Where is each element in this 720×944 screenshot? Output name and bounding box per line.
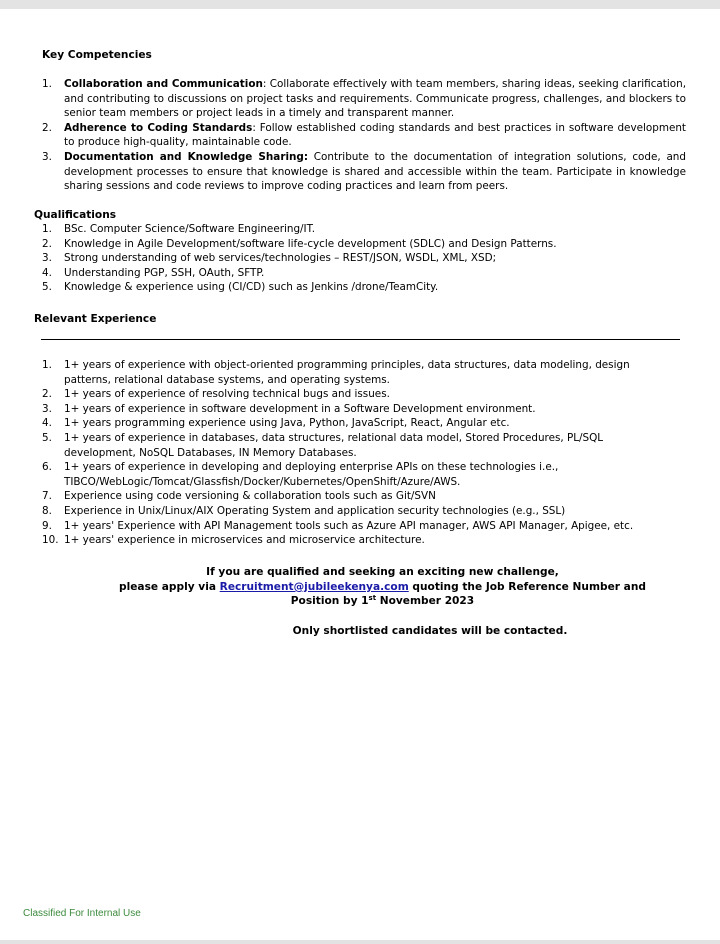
item-text: Understanding PGP, SSH, OAuth, SFTP. [64,266,265,279]
list-item [42,77,686,121]
item-text: 1+ years' Experience with API Management tools such as Azure API manager, AWS API Manager, Apigee, etc. [64,519,634,532]
separator: : [252,121,260,134]
item-text: BSc. Computer Science/Software Engineering/IT. [64,223,316,235]
list-item [42,222,686,237]
list-number: 5. [42,431,52,444]
list-number: 2. [42,237,52,250]
list-number: 1. [42,359,52,371]
ordinal-suffix: st [368,594,377,603]
item-text: Experience in Unix/Linux/AIX Operating System and application security technologies (e.g., SSL) [64,504,566,517]
item-text: 1+ years of experience of resolving technical bugs and issues. [64,388,390,401]
list-number: 3. [42,402,52,415]
classification-label: Classified For Internal Use [23,908,141,919]
list-item [42,150,686,194]
list-number: 7. [42,490,52,503]
list-number: 2. [42,121,52,134]
key-competencies-list [42,77,686,194]
list-item [42,431,662,460]
list-item [42,402,662,417]
list-number: 9. [42,519,52,532]
list-item [42,121,686,150]
closing-line-3 [110,594,655,609]
horizontal-rule [41,339,680,340]
competency-text: Follow established coding standards and best practices in software development to produce high-quality, maintainable code. [64,121,686,149]
closing-text: November 2023 [376,595,475,608]
item-text: 1+ years programming experience using Java, Python, JavaScript, React, Angular etc. [64,417,510,430]
item-text: 1+ years' experience in microservices and microservice architecture. [64,534,425,547]
list-number: 8. [42,504,52,517]
recruitment-email-link[interactable]: Recruitment@jubileekenya.com [219,580,409,593]
viewer-top-bar [0,0,720,9]
item-text: Knowledge in Agile Development/software life-cycle development (SDLC) and Design Patterns. [64,237,557,250]
shortlist-note: Only shortlisted candidates will be contacted. [292,625,568,637]
list-item [42,533,662,548]
relevant-experience-heading: Relevant Experience [34,313,157,325]
qualifications-heading: Qualifications [34,209,117,221]
item-text: 1+ years of experience in software development in a Software Development environment. [64,402,536,415]
key-competencies-heading: Key Competencies [42,49,152,61]
list-number: 4. [42,266,52,279]
closing-text: quoting the Job Reference Number and [408,580,646,593]
list-number: 10. [42,534,59,547]
application-instructions [110,565,655,609]
list-number: 6. [42,461,52,474]
list-item [42,266,686,281]
list-item [42,504,662,519]
list-number: 4. [42,417,52,430]
closing-text: please apply via [119,580,220,593]
list-number: 3. [42,252,52,265]
competency-text: Collaborate effectively with team members, sharing ideas, seeking clarification, and contributing to discussions on project tasks and requirements. Communicate progress, challenges, and blockers to senior team members or project leads in a timely and transparent manner. [64,78,686,120]
closing-text: Position by 1 [290,595,369,608]
list-item [42,416,662,431]
item-text: Strong understanding of web services/technologies – REST/JSON, WSDL, XML, XSD; [64,252,497,265]
list-item [42,489,662,504]
list-item [42,251,686,266]
list-number: 5. [42,281,52,294]
closing-line-2 [110,580,655,595]
list-number: 2. [42,388,52,401]
competency-title: Collaboration and Communication [64,78,263,90]
item-text: 1+ years of experience with object-oriented programming principles, data structures, data modeling, design patterns, relational database systems, and operating systems. [64,359,630,386]
item-text: 1+ years of experience in developing and deploying enterprise APIs on these technologies i.e., TIBCO/WebLogic/Tomcat/Glassfish/Docker/Kubernetes/OpenShift/Azure/AWS. [64,461,559,488]
separator: : [262,78,270,90]
document-page [0,9,720,940]
competency-title: Adherence to Coding Standards [64,121,253,134]
list-item [42,387,662,402]
list-item [42,460,662,489]
relevant-experience-list [42,358,662,548]
list-item [42,519,704,534]
item-text: Experience using code versioning & collaboration tools such as Git/SVN [64,490,436,503]
qualifications-list [42,222,686,295]
list-item [42,358,662,387]
list-item [42,280,686,295]
item-text: 1+ years of experience in databases, data structures, relational data model, Stored Procedures, PL/SQL development, NoSQL Databases, IN Memory Databases. [64,431,604,459]
item-text: Knowledge & experience using (CI/CD) such as Jenkins /drone/TeamCity. [64,281,439,294]
list-number: 1. [42,223,52,235]
competency-title: Documentation and Knowledge Sharing: [64,150,308,163]
closing-line-1: If you are qualified and seeking an exciting new challenge, [206,566,559,578]
competency-text: Contribute to the documentation of integration solutions, code, and development processes to ensure that knowledge is shared and accessible within the team. Participate in knowledge sharing sessions and code reviews to improve coding practices and learn from peers. [64,150,686,193]
list-number: 3. [42,150,52,163]
list-item [42,237,686,252]
viewer-bottom-bar [0,940,720,944]
list-number: 1. [42,78,52,90]
